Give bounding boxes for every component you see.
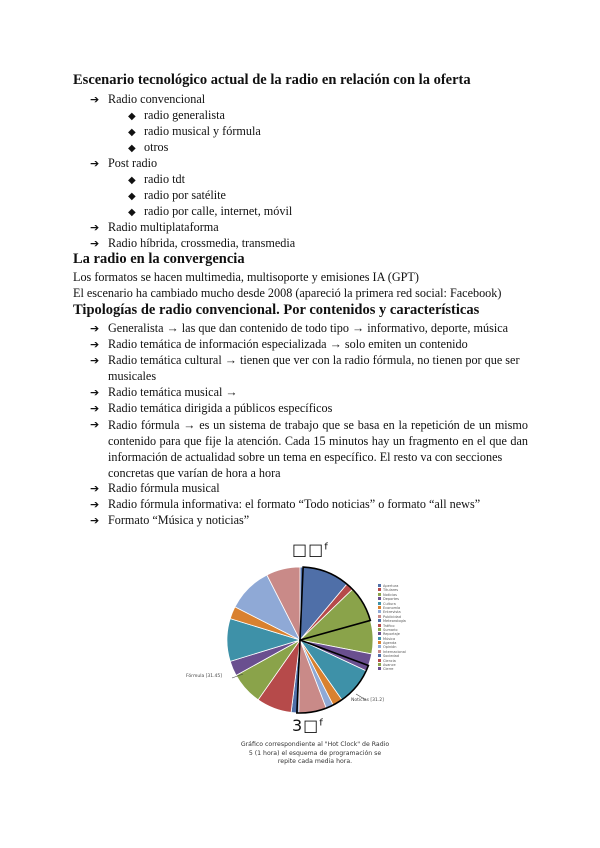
sub-bullet: ◆ radio generalista [128,108,225,122]
paragraph-formatos: Los formatos se hacen multimedia, multisoporte y emisiones IA (GPT) [73,270,419,284]
legend-swatch [378,593,381,596]
legend-swatch [378,628,381,631]
legend-label: Sumario [383,627,398,632]
bullet-tematica-publicos: ➔ Radio temática dirigida a públicos específicos [90,401,333,415]
legend-swatch [378,641,381,644]
right-callout: Noticias [31.2] [351,698,384,703]
bullet-tematica-musical: ➔ Radio temática musical → [90,385,238,399]
legend-label: Opinión [383,645,397,650]
legend-swatch [378,584,381,587]
legend-swatch [378,659,381,662]
bullet-formula-musical: ➔ Radio fórmula musical [90,481,220,495]
arrow-icon: ➔ [90,482,100,495]
sub-bullet: ◆ radio por satélite [128,188,226,202]
arrow-icon: ➔ [90,498,100,511]
legend-swatch [378,588,381,591]
arrow-icon: ➔ [90,402,100,415]
legend-label: Tráfico [383,623,395,628]
bullet-formula-informativa: ➔ Radio fórmula informativa: el formato “Todo noticias” o formato “all news” [90,497,481,511]
legend-label: Ciencia [383,658,396,663]
legend-swatch [378,637,381,640]
legend-label: Entrevista [383,610,401,615]
legend-label: Sociedad [383,654,400,659]
arrow-icon: ➔ [90,338,100,351]
heading-escenario: Escenario tecnológico actual de la radio en relación con la oferta [73,72,471,88]
legend-item [378,667,406,671]
bullet-generalista: ➔ Generalista → las que dan contenido de todo tipo → informativo, deporte, música [90,321,509,335]
bullet-hibrida: ➔ Radio híbrida, crossmedia, transmedia [90,236,296,250]
legend-label: Economía [383,605,401,610]
legend-label: Deportes [383,597,399,602]
legend-swatch [378,606,381,609]
legend-swatch [378,610,381,613]
legend-swatch [378,667,381,670]
heading-tipologias: Tipologías de radio convencional. Por contenidos y características [73,302,480,318]
diamond-icon: ◆ [128,175,136,186]
diamond-icon: ◆ [128,191,136,202]
legend-label: Apertura [383,584,399,588]
bullet-radio-formula: Radio fórmula → es un sistema de trabajo que se basa en la repetición de un mismo contenido para que fije la atención. Cada 15 minutos hay un fragmento en el que dan información de actualidad sobre un tema en específico. El resto va con secciones [108,418,528,465]
arrow-icon: ➔ [90,514,100,527]
legend-label: Agenda [383,641,397,646]
bullet-tematica-cultural: ➔ Radio temática cultural → tienen que ver con la radio fórmula, no tienen por que ser [90,353,520,367]
arrow-icon: ➔ [90,221,100,234]
clock-top-label: □□ᶠ [292,540,330,559]
legend-label: Internacional [383,649,406,654]
legend-swatch [378,602,381,605]
bullet-continuation: concretas que varían de hora a hora [108,466,281,480]
sub-bullet: ◆ radio tdt [128,172,185,186]
bullet-continuation: musicales [108,369,157,383]
legend-swatch [378,624,381,627]
bullet-post-radio: ➔ Post radio [90,156,158,170]
legend-label: Cultura [383,601,396,606]
legend-label: Publicidad [383,614,401,619]
arrow-icon: ➔ [90,157,100,170]
figure-caption: Gráfico correspondiente al "Hot Clock" de Radio 5 (1 hora) el esquema de programación se repite cada media hora. [240,741,390,766]
left-callout: Fórmula [31.45] [186,674,223,679]
bullet-arrow-only [90,417,108,432]
pie-legend [378,584,406,672]
diamond-icon: ◆ [128,111,136,122]
legend-swatch [378,619,381,622]
arrow-icon: ➔ [90,354,100,367]
diamond-icon: ◆ [128,127,136,138]
arrow-icon: ➔ [90,322,100,335]
legend-label: Reportaje [383,632,400,637]
pie-chart [227,567,373,713]
arrow-icon: ➔ [90,386,100,399]
legend-swatch [378,645,381,648]
diamond-icon: ◆ [128,207,136,218]
heading-convergencia: La radio en la convergencia [73,251,245,267]
diamond-icon: ◆ [128,143,136,154]
legend-label: Noticias [383,592,397,597]
sub-bullet: ◆ otros [128,140,169,154]
bullet-tematica-info: ➔ Radio temática de información especializada → solo emiten un contenido [90,337,468,351]
arrow-icon: ➔ [90,93,100,106]
paragraph-escenario: El escenario ha cambiado mucho desde 2008 (apareció la primera red social: Facebook) [73,286,502,300]
sub-bullet: ◆ radio musical y fórmula [128,124,261,138]
sub-bullet: ◆ radio por calle, internet, móvil [128,204,293,218]
legend-swatch [378,615,381,618]
arrow-icon: ➔ [90,237,100,250]
legend-swatch [378,663,381,666]
arrow-icon: ➔ [90,418,100,431]
legend-label: Titulares [383,588,399,593]
legend-label: Avance [383,663,396,668]
legend-label: Meteorología [383,619,406,624]
bullet-musica-noticias: ➔ Formato “Música y noticias” [90,513,250,527]
legend-swatch [378,650,381,653]
legend-swatch [378,654,381,657]
legend-label: Música [383,636,396,641]
bullet-multiplataforma: ➔ Radio multiplataforma [90,220,219,234]
legend-label: Cierre [383,667,394,672]
legend-swatch [378,632,381,635]
legend-swatch [378,597,381,600]
bullet-radio-convencional: ➔ Radio convencional [90,92,206,106]
clock-bottom-label: 3□ᶠ [292,716,326,735]
